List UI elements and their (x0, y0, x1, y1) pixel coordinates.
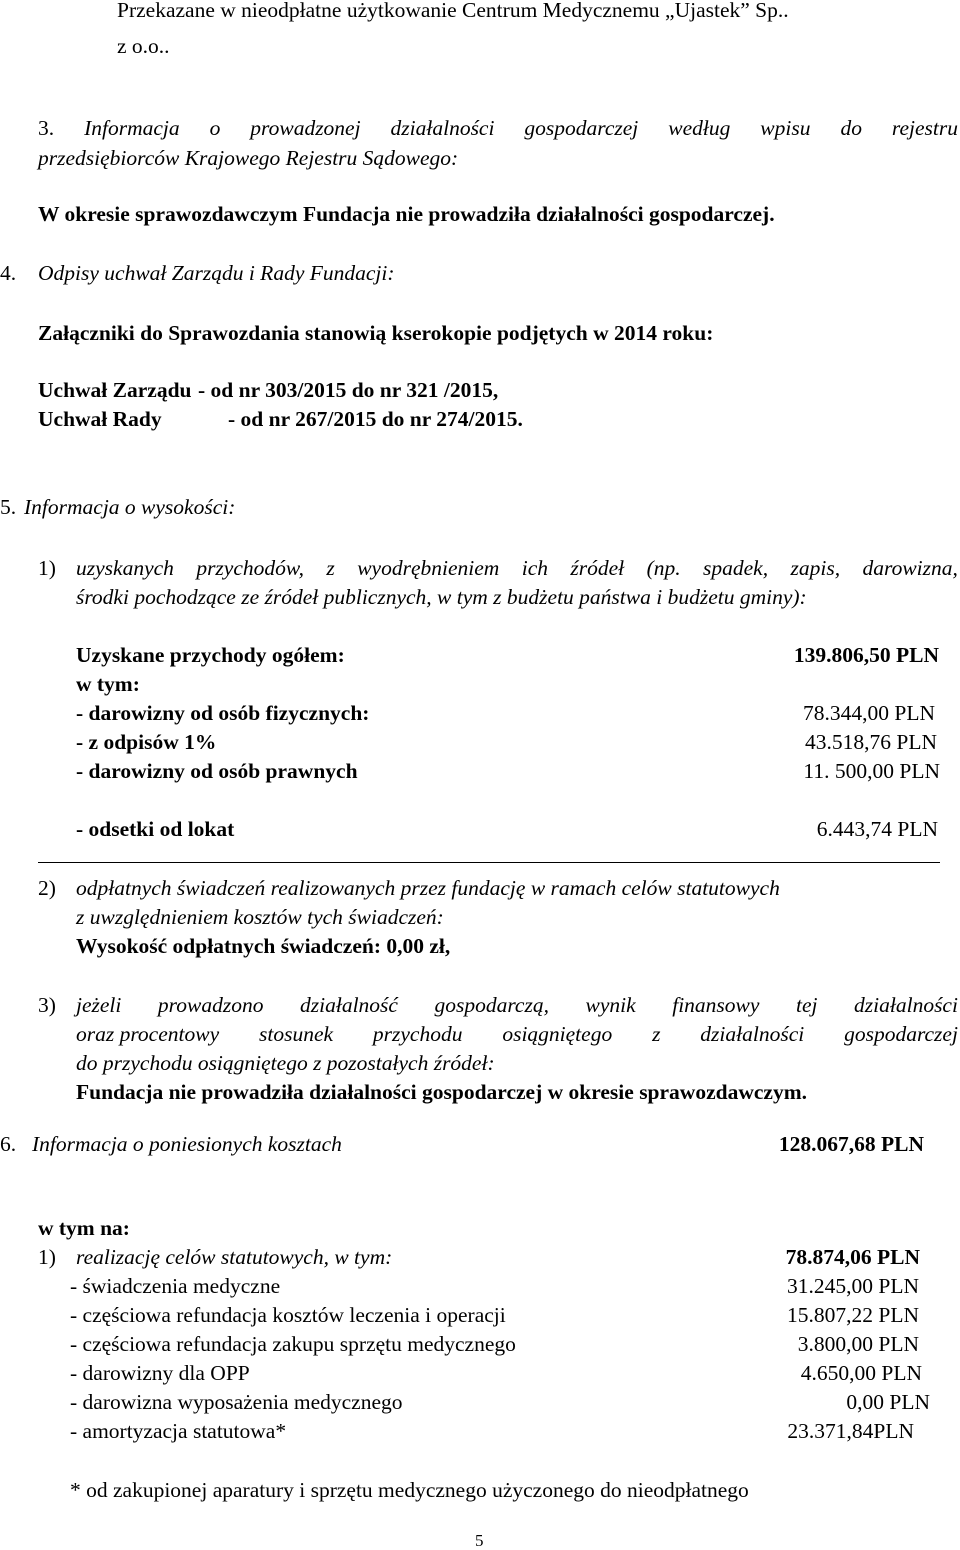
word: przychodów, (196, 556, 305, 580)
section3-title-line-2: przedsiębiorców Krajowego Rejestru Sądowego: (38, 146, 459, 170)
section5-item2-number: 2) (38, 876, 56, 900)
section5-item2-line-2: z uwzględnieniem kosztów tych świadczeń: (76, 905, 444, 929)
section4-attachments: Załączniki do Sprawozdania stanowią kserokopie podjętych w 2014 roku: (38, 321, 714, 345)
cost-row-value: 31.245,00 PLN (787, 1274, 919, 1298)
word: działalność (300, 993, 398, 1017)
section3-number: 3. (38, 116, 55, 140)
section5-item3-number: 3) (38, 993, 56, 1017)
section5-item3-line-2 (76, 1024, 958, 1046)
word: osiągniętego (502, 1022, 613, 1046)
income-row-value: 78.344,00 PLN (803, 701, 935, 725)
section5-item1-line-2: środki pochodzące ze źródeł publicznych, w tym z budżetu państwa i budżetu gminy): (76, 585, 807, 609)
word: gospodarczej (524, 116, 639, 140)
word: (np. (646, 556, 681, 580)
cost-row-label: - świadczenia medyczne (70, 1274, 281, 1298)
cost-row-label: - darowizny dla OPP (70, 1361, 250, 1385)
cost-row-label: - amortyzacja statutowa* (70, 1419, 287, 1443)
word: spadek, (703, 556, 769, 580)
header-line-1: Przekazane w nieodpłatne użytkowanie Centrum Medycznemu „Ujastek” Sp.. (117, 0, 789, 22)
statutory-goals-value: 78.874,06 PLN (785, 1245, 920, 1269)
section5-item2-line-1: odpłatnych świadczeń realizowanych przez fundację w ramach celów statutowych (76, 876, 780, 900)
board-resolutions-label: Uchwał Zarządu (38, 378, 192, 402)
income-row-label: - odsetki od lokat (76, 817, 235, 841)
costs-in-which: w tym na: (38, 1216, 130, 1240)
statutory-goals-label: realizację celów statutowych, w tym: (76, 1245, 393, 1269)
word: gospodarczą, (434, 993, 549, 1017)
word: gospodarczej (844, 1022, 958, 1046)
section5-item1-number: 1) (38, 556, 56, 580)
word: o (209, 116, 221, 140)
cost-row-label: - darowizna wyposażenia medycznego (70, 1390, 403, 1414)
page-number: 5 (475, 1531, 484, 1550)
cost-row-value: 23.371,84PLN (787, 1419, 914, 1443)
word: darowizna, (862, 556, 958, 580)
cost-row-label: - częściowa refundacja kosztów leczenia i operacji (70, 1303, 506, 1327)
section6-number: 6. (0, 1132, 17, 1156)
word: prowadzonej (250, 116, 361, 140)
income-row-value: 43.518,76 PLN (805, 730, 937, 754)
word: działalności (700, 1022, 805, 1046)
section5-number: 5. (0, 495, 17, 519)
word: finansowy (672, 993, 760, 1017)
income-total-value: 139.806,50 PLN (793, 643, 939, 667)
cost-row-value: 3.800,00 PLN (797, 1332, 919, 1356)
section4-number: 4. (0, 261, 17, 285)
board-resolutions-range: - od nr 303/2015 do nr 321 /2015, (198, 378, 499, 402)
word: wynik (585, 993, 636, 1017)
council-resolutions-label: Uchwał Rady (38, 407, 162, 431)
footnote: * od zakupionej aparatury i sprzętu medycznego użyczonego do nieodpłatnego (70, 1478, 749, 1502)
section5-item3-line-1 (76, 995, 958, 1017)
section4-title: Odpisy uchwał Zarządu i Rady Fundacji: (38, 261, 395, 285)
cost-row-value: 0,00 PLN (846, 1390, 930, 1414)
word: stosunek (258, 1022, 334, 1046)
income-row-value: 11. 500,00 PLN (803, 759, 940, 783)
income-total-label: Uzyskane przychody ogółem: (76, 643, 345, 667)
income-row-label: - darowizny od osób fizycznych: (76, 701, 370, 725)
section5-item3-line-3: do przychodu osiągniętego z pozostałych źródeł: (76, 1051, 495, 1075)
word: przychodu (372, 1022, 463, 1046)
section5-title: Informacja o wysokości: (24, 495, 236, 519)
cost-row-value: 15.807,22 PLN (787, 1303, 919, 1327)
header-line-2: z o.o.. (117, 34, 170, 58)
word: z (326, 556, 335, 580)
section6-item1-number: 1) (38, 1245, 56, 1269)
separator-line (38, 862, 940, 863)
word: działalności (390, 116, 495, 140)
word: oraz procentowy (76, 1022, 220, 1046)
section5-item1-line-1 (76, 558, 958, 580)
section3-title-line-1 (38, 118, 958, 140)
word: zapis, (790, 556, 841, 580)
section5-item3-result: Fundacja nie prowadziła działalności gospodarczej w okresie sprawozdawczym. (76, 1080, 807, 1104)
word: wyodrębnieniem (357, 556, 500, 580)
section6-title: Informacja o poniesionych kosztach (32, 1132, 342, 1156)
income-row-label: - z odpisów 1% (76, 730, 217, 754)
income-in-which: w tym: (76, 672, 140, 696)
word: źródeł (570, 556, 625, 580)
word: jeżeli (76, 993, 122, 1017)
council-resolutions-range: - od nr 267/2015 do nr 274/2015. (228, 407, 523, 431)
word: tej (795, 993, 818, 1017)
word: rejestru (891, 116, 958, 140)
income-row-value: 6.443,74 PLN (816, 817, 938, 841)
section5-item2-result: Wysokość odpłatnych świadczeń: 0,00 zł, (76, 934, 451, 958)
word: uzyskanych (76, 556, 174, 580)
word: ich (521, 556, 548, 580)
word: prowadzono (157, 993, 264, 1017)
section3-statement: W okresie sprawozdawczym Fundacja nie prowadziła działalności gospodarczej. (38, 202, 775, 226)
word: do (840, 116, 862, 140)
word: z (652, 1022, 661, 1046)
cost-row-label: - częściowa refundacja zakupu sprzętu medycznego (70, 1332, 516, 1356)
income-row-label: - darowizny od osób prawnych (76, 759, 358, 783)
costs-total-value: 128.067,68 PLN (778, 1132, 924, 1156)
word: Informacja (84, 116, 180, 140)
word: według (668, 116, 731, 140)
cost-row-value: 4.650,00 PLN (800, 1361, 922, 1385)
word: działalności (854, 993, 958, 1017)
word: wpisu (760, 116, 811, 140)
